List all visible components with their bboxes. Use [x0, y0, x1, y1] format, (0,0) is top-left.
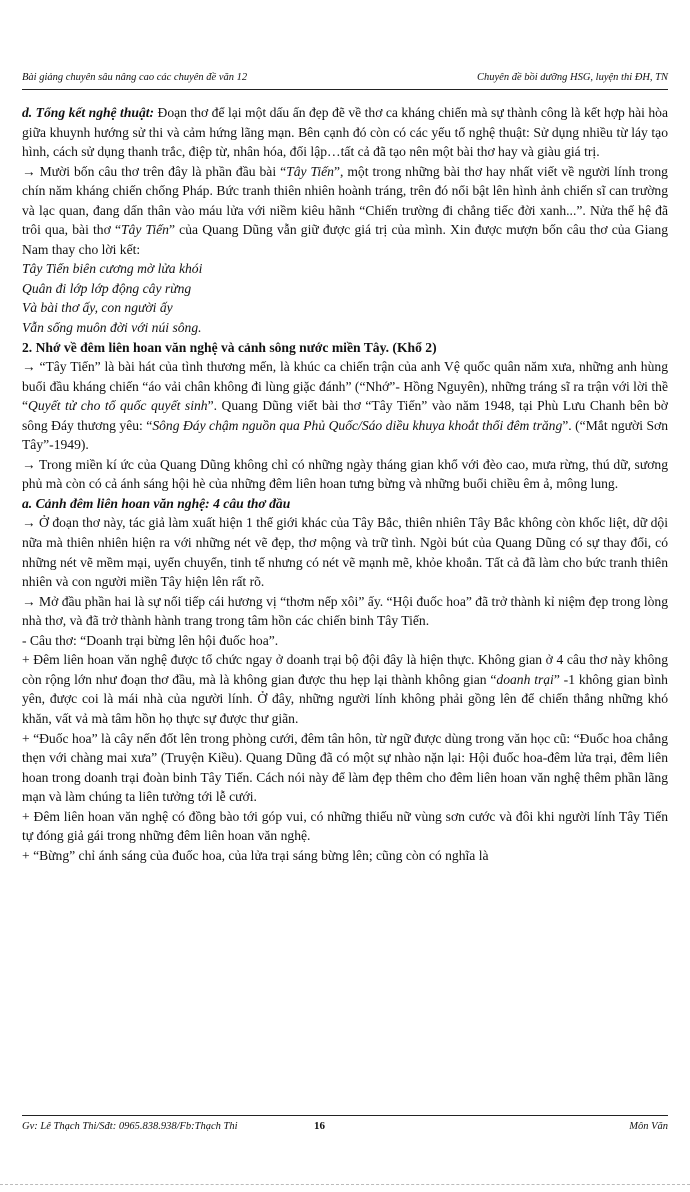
camp-quote: doanh trại — [496, 671, 554, 687]
subsection-heading-a: a. Cảnh đêm liên hoan văn nghệ: 4 câu thơ đầu — [22, 495, 291, 511]
camp-text-b: ” -1 không gian bình yên, được coi là mái nhà của người lính. Ở đây, những người lính không phải gồng lên để chiến thắng những khó khăn, vất vả mà tâm hồn họ thực sự được thư giãn. — [22, 671, 668, 726]
conclusion-paragraph — [22, 162, 668, 260]
festival-paragraph: + Đêm liên hoan văn nghệ có đồng bào tới góp vui, có những thiếu nữ vùng sơn cước và đôi khi người lính Tây Tiến tự đóng giả gái trong những đêm liên hoan văn nghệ. — [22, 808, 668, 844]
section-heading-2: 2. Nhớ về đêm liên hoan văn nghệ và cảnh sông nước miền Tây. (Khổ 2) — [22, 339, 437, 355]
page-bottom-divider — [0, 1184, 690, 1185]
footer-author: Gv: Lê Thạch Thi/Sđt: 0965.838.938/Fb:Thạch Thi — [22, 1121, 238, 1132]
page-header — [22, 72, 668, 86]
bung-paragraph: + “Bừng” chỉ ánh sáng của đuốc hoa, của lửa trại sáng bừng lên; cũng còn có nghĩa là — [22, 847, 489, 863]
footer-rule — [22, 1115, 668, 1116]
poem-line: Vẫn sống muôn đời với núi sông. — [22, 320, 202, 336]
verse-line-paragraph: - Câu thơ: “Doanh trại bừng lên hội đuốc hoa”. — [22, 632, 279, 648]
tay-tien-text-b: ”. Quang Dũng viết bài thơ “Tây Tiến” vào năm 1948, tại Phù Lưu Chanh bên bờ sông Đáy thương yêu: “ — [22, 398, 669, 433]
footer-subject: Môn Văn — [629, 1121, 668, 1132]
tay-tien-paragraph — [22, 357, 668, 455]
header-left: Bài giảng chuyên sâu nâng cao các chuyên đề văn 12 — [22, 72, 248, 83]
poem-block — [22, 259, 668, 337]
art-summary-text: Đoạn thơ để lại một dấu ấn đẹp đẽ về thơ ca kháng chiến mà sự thành công là kết hợp hài hòa giữa khuynh hướng sử thi và cảm hứng lãng mạn. Bên cạnh đó còn có các yếu tố nghệ thuật: Sử dụng nhiều từ láy tạo hình, cách sử dụng thanh trắc, điệp từ, nhân hóa, đối lập…tất cả đã tạo nên một bài thơ hay và giàu giá trị. — [22, 105, 668, 160]
conclusion-text-a: → Mười bốn câu thơ trên đây là phần đầu bài “ — [22, 163, 287, 179]
duoc-hoa-paragraph: + “Đuốc hoa” là cây nến đốt lên trong phòng cưới, đêm tân hôn, từ ngữ được dùng trong văn học cũ: “Đuốc hoa chẳng thẹn với chàng mai xưa” (Truyện Kiều). Quang Dũng đã có một sự nhào nặn lại: Hội đuốc hoa-đêm lửa trại, đêm liên hoan trong doanh trại đoàn binh Tây Tiến. Cách nói này để làm đẹp thêm cho đêm liên hoan văn nghệ thêm phần lãng mạn và làm chúng ta liên tưởng tới lễ cưới. — [22, 730, 668, 805]
tay-tien-text-a: → “Tây Tiến” là bài hát của tình thương mến, là khúc ca chiến trận của anh Vệ quốc quân năm xưa, những anh hùng buổi đầu kháng chiến “áo vải chân không đi lùng giặc đánh” (“Nhớ”- Hồng Nguyên), những tráng sĩ ra trận với lời thề “ — [22, 359, 668, 414]
header-rule — [22, 89, 668, 90]
header-right: Chuyên đề bồi dưỡng HSG, luyện thi ĐH, TN — [477, 72, 668, 83]
tay-tien-text-c: ”. (“Mắt người Sơn Tây”-1949). — [22, 417, 668, 453]
tay-tien-quote-b: Sông Đáy chậm nguồn qua Phủ Quốc/Sáo diều khuya khoắt thổi đêm trăng — [152, 417, 563, 433]
memory-paragraph: → Trong miền kí ức của Quang Dũng không chỉ có những ngày tháng gian khổ với đèo cao, mưa rừng, thú dữ, sương phủ mà còn có cả ánh sáng hội hè của những đêm liên hoan tưng bừng và những buổi chiều êm ả, mông lung. — [22, 456, 668, 492]
torch-paragraph: → Mở đầu phần hai là sự nối tiếp cái hương vị “thơm nếp xôi” ấy. “Hội đuốc hoa” đã trở thành kỉ niệm đẹp trong lòng nhà thơ, và đã trở thành hành trang trong tâm hồn các chiến binh Tây Tiến. — [22, 593, 668, 629]
conclusion-text-b: ”, một trong những bài thơ hay nhất viết về người lính trong chín năm kháng chiến chống Pháp. Bức tranh thiên nhiên hoành tráng, trên đó nổi bật lên hình ảnh chiến sĩ can trường và lạc quan, đang dấn thân vào máu lửa với niềm kiêu hãnh “Chiến trường đi chẳng tiếc đời xanh...”. Nửa thế hệ đã trôi qua, bài thơ “ — [22, 163, 668, 238]
conclusion-title-a: Tây Tiến — [286, 163, 334, 179]
poem-line: Tây Tiến biên cương mờ lửa khói — [22, 261, 203, 277]
tay-tien-quote-a: Quyết tử cho tổ quốc quyết sinh — [28, 398, 208, 414]
poem-line: Quân đi lớp lớp động cây rừng — [22, 280, 192, 296]
page-footer — [22, 1121, 668, 1135]
poem-line: Và bài thơ ấy, con người ấy — [22, 300, 173, 316]
page-number: 16 — [314, 1120, 325, 1132]
art-summary-paragraph — [22, 103, 668, 162]
art-summary-label: d. Tổng kết nghệ thuật: — [22, 105, 155, 120]
camp-paragraph — [22, 650, 668, 728]
conclusion-text-c: ” của Quang Dũng vẫn giữ được giá trị của mình. Xin được mượn bốn câu thơ của Giang Nam thay cho lời kết: — [22, 222, 668, 257]
nature-paragraph: → Ở đoạn thơ này, tác giả làm xuất hiện 1 thế giới khác của Tây Bắc, thiên nhiên Tây Bắc không còn khốc liệt, dữ dội nữa mà thiên nhiên hiện ra với những nét vẽ đẹp, thơ mộng và trữ tình. Ngòi bút của Quang Dũng có sự thay đổi, có những nét vẽ mềm mại, uyển chuyển, tinh tế nhưng có nét vẽ mạnh mẽ, khỏe khoắn. Tất cả đã làm cho bức tranh thiên nhiên và con người miền Tây hiện lên rất rõ. — [22, 515, 668, 590]
conclusion-title-b: Tây Tiến — [120, 222, 169, 238]
document-body — [22, 103, 668, 865]
camp-text-a: + Đêm liên hoan văn nghệ được tổ chức ngay ở doanh trại bộ đội đây là hiện thực. Không gian ở 4 câu thơ này không còn rộng lớn như đoạn thơ đầu, mà là không gian được thu hẹp lại thành không gian “ — [22, 652, 668, 687]
